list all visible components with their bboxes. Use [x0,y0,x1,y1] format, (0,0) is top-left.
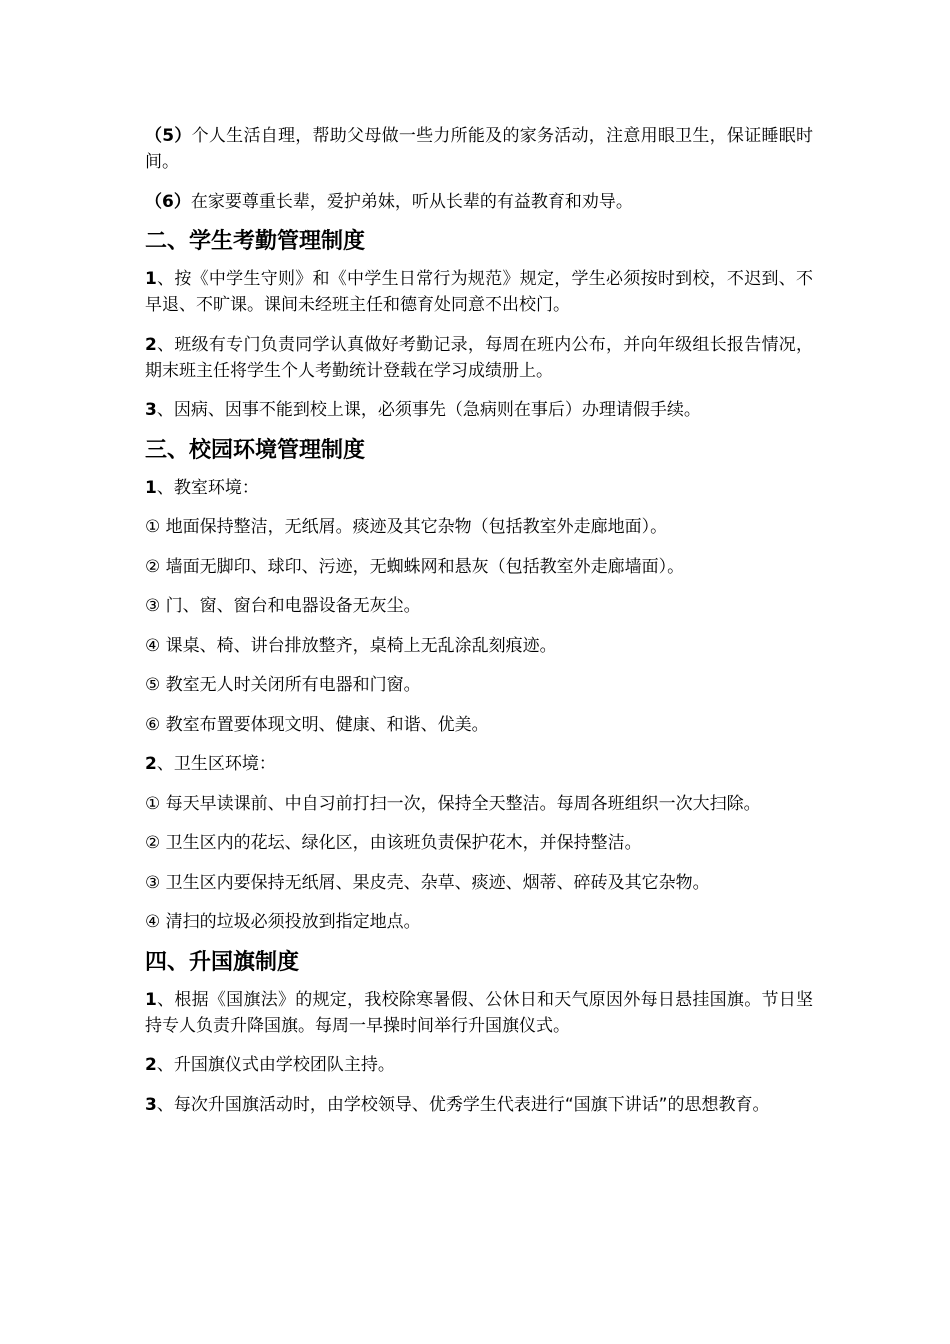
paragraph-text: 、每次升国旗活动时，由学校领导、优秀学生代表进行“国旗下讲话”的思想教育。 [156,1094,770,1115]
item-number: 2 [145,754,157,774]
paragraph-attendance-2 [145,332,813,384]
item-number: 1 [145,989,157,1010]
item-number: （5） [145,126,192,146]
paragraph-text: 、教室环境： [156,477,259,498]
document-page [145,123,813,1131]
paragraph-text: 、按《中学生守则》和《中学生日常行为规范》规定，学生必须按时到校，不迟到、不早退、不旷课。课间未经班主任和德育处同意不出校门。 [145,269,813,315]
paragraph-text: 、因病、因事不能到校上课，必须事先（急病则在事后）办理请假手续。 [156,400,701,420]
paragraph-text: 在家要尊重长辈，爱护弟妹，听从长辈的有益教育和劝导。 [190,191,633,212]
paragraph-hygiene-title [145,751,813,777]
item-number: 2 [145,1055,157,1075]
paragraph-flag-3 [145,1092,813,1118]
paragraph-item-6 [145,189,813,215]
item-number: 3 [145,400,157,420]
section-heading-attendance: 二、学生考勤管理制度 [145,229,366,254]
item-number: （6） [145,191,191,212]
paragraph-text: 、班级有专门负责同学认真做好考勤记录，每周在班内公布，并向年级组长报告情况，期末班主任将学生个人考勤统计登载在学习成绩册上。 [145,334,813,381]
paragraph-classroom-rule-5: ⑤ 教室无人时关闭所有电器和门窗。 [145,675,421,695]
paragraph-attendance-3 [145,397,813,423]
paragraph-text: 、卫生区环境： [156,754,276,774]
paragraph-text: 、升国旗仪式由学校团队主持。 [156,1055,395,1075]
paragraph-text: 个人生活自理，帮助父母做一些力所能及的家务活动，注意用眼卫生，保证睡眠时间。 [145,126,813,172]
section-heading-flag: 四、升国旗制度 [145,949,300,975]
item-number: 1 [145,477,157,498]
paragraph-classroom-rule-3: ③ 门、窗、窗台和电器设备无灰尘。 [145,596,421,616]
paragraph-hygiene-rule-4: ④ 清扫的垃圾必须投放到指定地点。 [145,912,421,932]
paragraph-classroom-rule-6: ⑥ 教室布置要体现文明、健康、和谐、优美。 [145,714,489,735]
item-number: 1 [145,269,157,289]
paragraph-item-5 [145,123,813,175]
item-number: 2 [145,334,157,355]
paragraph-flag-2 [145,1052,813,1078]
paragraph-hygiene-rule-1: ① 每天早读课前、中自习前打扫一次，保持全天整洁。每周各班组织一次大扫除。 [145,793,761,814]
paragraph-classroom-rule-2: ② 墙面无脚印、球印、污迹，无蜘蛛网和悬灰（包括教室外走廊墙面）。 [145,556,685,577]
paragraph-text: 、根据《国旗法》的规定，我校除寒暑假、公休日和天气原因外每日悬挂国旗。节日坚持专人负责升降国旗。每周一早操时间举行升国旗仪式。 [145,989,813,1036]
item-number: 3 [145,1094,157,1115]
section-heading-environment: 三、校园环境管理制度 [145,437,366,463]
paragraph-hygiene-rule-2: ② 卫生区内的花坛、绿化区，由该班负责保护花木，并保持整洁。 [145,833,642,853]
paragraph-classroom-rule-1: ① 地面保持整洁，无纸屑。痰迹及其它杂物（包括教室外走廊地面）。 [145,517,668,537]
paragraph-attendance-1 [145,266,813,318]
paragraph-hygiene-rule-3: ③ 卫生区内要保持无纸屑、果皮壳、杂草、痰迹、烟蒂、碎砖及其它杂物。 [145,872,710,893]
paragraph-classroom-rule-4: ④ 课桌、椅、讲台排放整齐，桌椅上无乱涂乱刻痕迹。 [145,635,557,656]
paragraph-classroom-title [145,475,813,501]
paragraph-flag-1 [145,987,813,1039]
